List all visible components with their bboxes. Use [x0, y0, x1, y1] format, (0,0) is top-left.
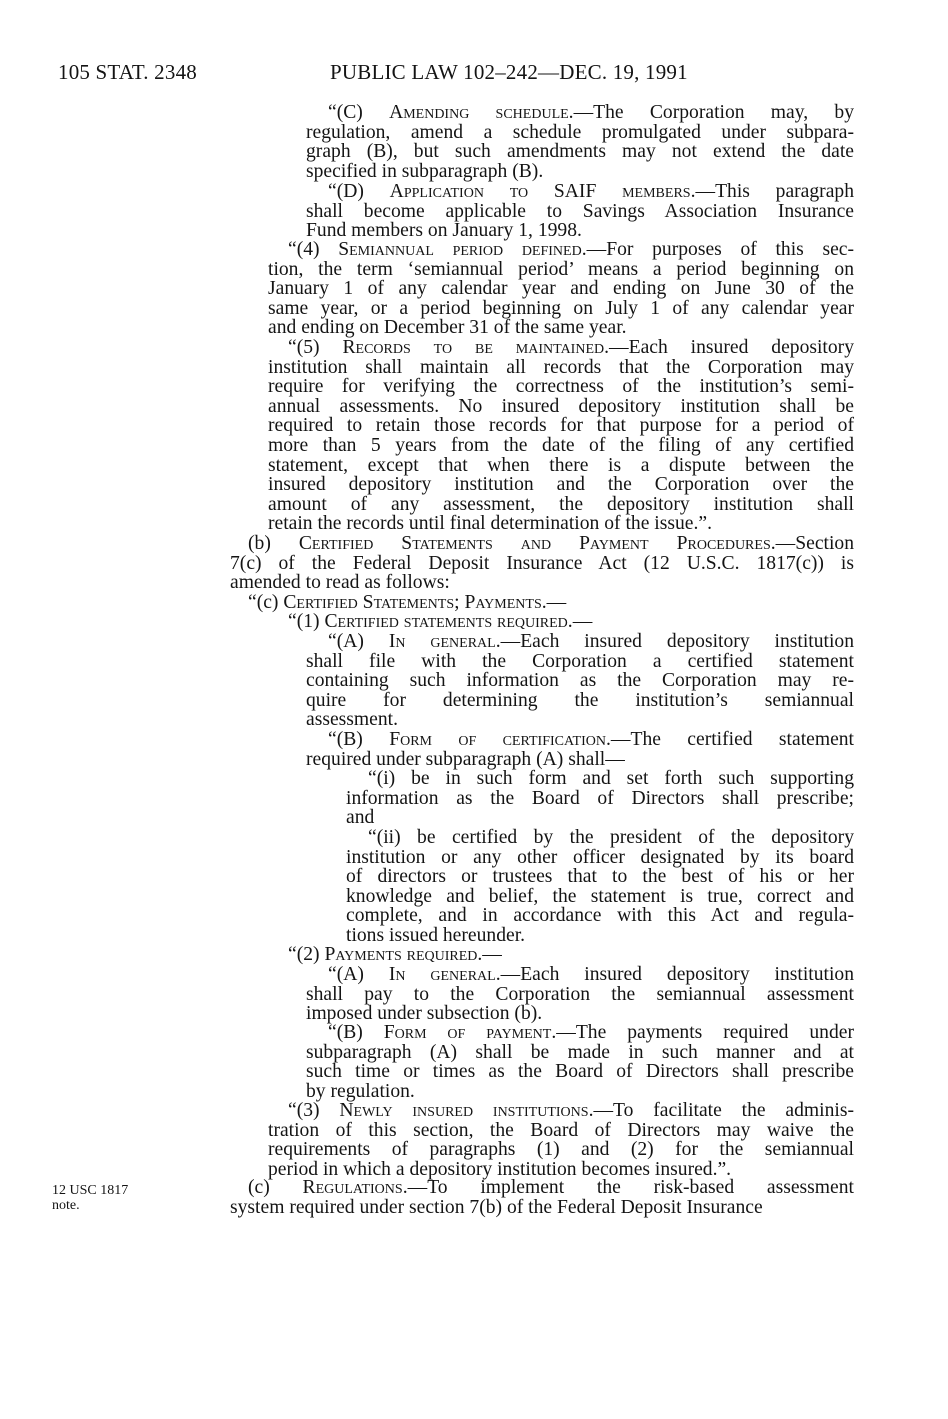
line-text: statement, except that when there is a dispute between the: [268, 454, 854, 476]
text-line: [268, 436, 854, 456]
line-text: requirements of paragraphs (1) and (2) for the semiannual: [268, 1139, 854, 1161]
line-text: annual assessments. No insured depository institution shall be: [268, 395, 854, 417]
line-text: amended to read as follows:: [230, 572, 450, 594]
line-text: imposed under subsection (b).: [306, 1003, 543, 1025]
line-text: complete, and in accordance with this Act and regula-: [346, 905, 854, 927]
text-line: [230, 534, 854, 554]
line-text: .—: [567, 611, 593, 632]
line-text: .—Each insured depository institution: [495, 964, 855, 985]
line-text: .—Each insured depository: [604, 337, 854, 358]
line-text: .—Each insured depository institution: [495, 631, 855, 652]
line-text: period in which a depository institution becomes insured.”.: [268, 1158, 732, 1180]
text-line: [268, 279, 854, 299]
line-text: subparagraph (A) shall be made in such manner and at: [306, 1041, 854, 1063]
text-line: [268, 1101, 854, 1121]
margin-citation-note: [52, 1183, 128, 1213]
paragraph-3-newly-insured: [268, 1101, 854, 1179]
text-line: [268, 318, 854, 338]
line-text: “(i) be in such form and set forth such supporting: [368, 768, 854, 789]
paragraph-1b-ii: [346, 828, 854, 946]
text-line: [306, 1023, 854, 1043]
paragraph-heading: Regulations: [302, 1177, 403, 1198]
paragraph-b-certified-statements: [230, 534, 854, 593]
text-line: [268, 260, 854, 280]
text-line: [346, 828, 854, 848]
text-line: [268, 495, 854, 515]
text-line: [346, 808, 854, 828]
line-text: .—The payments required under: [551, 1022, 854, 1043]
paragraph-heading: In general: [388, 964, 496, 985]
paragraph-1-certified-required: [268, 612, 854, 632]
text-line: [346, 769, 854, 789]
text-line: [268, 1121, 854, 1141]
line-text: graph (B), but such amendments may not extend the date: [306, 141, 854, 163]
paragraph-designator: “(4): [288, 239, 339, 260]
line-text: and: [346, 807, 375, 829]
line-text: .—: [477, 944, 502, 965]
line-text: Fund members on January 1, 1998.: [306, 220, 582, 242]
paragraph-c-certified-payments: [230, 593, 854, 613]
paragraph-2-payments-required: [268, 945, 854, 965]
public-law-title: PUBLIC LAW 102–242—DEC. 19, 1991: [330, 60, 688, 84]
text-line: [268, 299, 854, 319]
paragraph-2b-form-payment: [306, 1023, 854, 1101]
text-line: [306, 1004, 854, 1024]
line-text: institution shall maintain all records that the Corporation may: [268, 356, 854, 378]
text-line: [306, 162, 854, 182]
paragraph-d-application-saif: [306, 182, 854, 241]
text-line: [306, 1062, 854, 1082]
text-line: [268, 377, 854, 397]
line-text: required under subparagraph (A) shall—: [306, 748, 625, 770]
paragraph-designator: “(A): [328, 964, 389, 985]
line-text: .—The Corporation may, by: [568, 102, 854, 123]
paragraph-c-amending-schedule: [306, 103, 854, 181]
paragraph-c-regulations: [230, 1178, 854, 1217]
paragraph-designator: “(C): [328, 102, 390, 123]
text-line: [268, 1140, 854, 1160]
text-line: [346, 906, 854, 926]
paragraph-heading: Form of certification: [389, 729, 606, 750]
paragraph-heading: Semiannual period defined: [338, 239, 582, 260]
line-text: of directors or trustees that to the best of his or her: [346, 866, 854, 888]
paragraph-5-records: [268, 338, 854, 534]
line-text: .—Section: [770, 533, 854, 554]
paragraph-1b-form-certification: [306, 730, 854, 769]
text-line: [346, 789, 854, 809]
text-line: [306, 142, 854, 162]
line-text: retain the records until final determination of the issue.”.: [268, 513, 712, 535]
text-line: [268, 475, 854, 495]
line-text: institution or any other officer designated by its board: [346, 846, 854, 868]
text-line: [306, 671, 854, 691]
text-line: [306, 750, 854, 770]
text-line: [306, 1043, 854, 1063]
line-text: .—The certified statement: [605, 729, 855, 750]
text-line: [306, 1082, 854, 1102]
text-line: [268, 338, 854, 358]
line-text: required to retain those records for that purpose for a period of: [268, 415, 854, 437]
margin-citation: 12 USC 1817: [52, 1183, 129, 1198]
paragraph-heading: Certified Statements; Payments: [283, 592, 542, 613]
line-text: shall pay to the Corporation the semiannual assessment: [306, 983, 854, 1005]
margin-note-label: note.: [52, 1198, 80, 1213]
text-line: [306, 965, 854, 985]
text-line: [268, 240, 854, 260]
line-text: tion, the term ‘semiannual period’ means a period beginning on: [268, 258, 854, 280]
paragraph-heading: Amending schedule: [389, 102, 569, 123]
paragraph-designator: (c): [248, 1177, 303, 1198]
text-line: [230, 573, 854, 593]
paragraph-heading: Certified statements required: [324, 611, 568, 632]
paragraph-2a-in-general: [306, 965, 854, 1024]
paragraph-heading: Form of payment: [383, 1022, 552, 1043]
paragraph-heading: Certified Statements and Payment Procedures: [298, 533, 771, 554]
text-line: [306, 221, 854, 241]
paragraph-designator: “(A): [328, 631, 389, 652]
line-text: .—To implement the risk-based assessment: [402, 1177, 854, 1198]
text-line: [306, 182, 854, 202]
text-line: [346, 867, 854, 887]
line-text: January 1 of any calendar year and ending on June 30 of the: [268, 278, 854, 300]
line-text: containing such information as the Corporation may re-: [306, 670, 854, 692]
paragraph-designator: (b): [248, 533, 299, 554]
line-text: by regulation.: [306, 1080, 415, 1102]
text-line: [306, 691, 854, 711]
paragraph-designator: “(2): [288, 944, 325, 965]
text-line: [306, 202, 854, 222]
line-text: 7(c) of the Federal Deposit Insurance Act (12 U.S.C. 1817(c)) is: [230, 552, 854, 574]
paragraph-designator: “(1): [288, 611, 325, 632]
text-line: [268, 456, 854, 476]
text-line: [268, 416, 854, 436]
paragraph-designator: “(B): [328, 1022, 384, 1043]
line-text: quire for determining the institution’s semiannual: [306, 689, 854, 711]
line-text: regulation, amend a schedule promulgated under subpara-: [306, 121, 854, 143]
paragraph-heading: In general: [388, 631, 496, 652]
text-line: [306, 985, 854, 1005]
text-line: [230, 593, 854, 613]
line-text: .—For purposes of this sec-: [581, 239, 855, 260]
line-text: shall file with the Corporation a certified statement: [306, 650, 854, 672]
paragraph-designator: “(D): [328, 181, 390, 202]
paragraph-heading: Newly insured institutions: [339, 1100, 589, 1121]
text-line: [268, 397, 854, 417]
line-text: system required under section 7(b) of the Federal Deposit Insurance: [230, 1196, 763, 1218]
line-text: such time or times as the Board of Directors shall prescribe: [306, 1061, 854, 1083]
paragraph-heading: Application to SAIF members: [389, 181, 691, 202]
text-line: [306, 123, 854, 143]
text-line: [306, 710, 854, 730]
text-line: [346, 887, 854, 907]
paragraph-heading: Records to be maintained: [342, 337, 605, 358]
line-text: information as the Board of Directors shall prescribe;: [346, 787, 854, 809]
line-text: assessment.: [306, 709, 398, 731]
text-line: [306, 103, 854, 123]
paragraph-designator: “(5): [288, 337, 343, 358]
paragraph-1a-in-general: [306, 632, 854, 730]
page-stat-reference: 105 STAT. 2348: [58, 60, 197, 84]
text-line: [230, 1198, 854, 1218]
paragraph-designator: “(B): [328, 729, 390, 750]
text-line: [346, 926, 854, 946]
line-text: .—To facilitate the adminis-: [588, 1100, 854, 1121]
line-text: and ending on December 31 of the same year.: [268, 317, 627, 339]
text-line: [268, 612, 854, 632]
text-line: [346, 848, 854, 868]
line-text: amount of any assessment, the depository institution shall: [268, 493, 854, 515]
line-text: knowledge and belief, the statement is true, correct and: [346, 885, 854, 907]
text-line: [268, 358, 854, 378]
line-text: shall become applicable to Savings Association Insurance: [306, 200, 854, 222]
line-text: tration of this section, the Board of Directors may waive the: [268, 1119, 854, 1141]
text-line: [306, 632, 854, 652]
line-text: specified in subparagraph (B).: [306, 160, 544, 182]
paragraph-4-semiannual-period: [268, 240, 854, 338]
paragraph-heading: Payments required: [324, 944, 478, 965]
text-line: [268, 945, 854, 965]
text-line: [230, 554, 854, 574]
paragraph-designator: “(c): [248, 592, 284, 613]
line-text: more than 5 years from the date of the filing of any certified: [268, 434, 854, 456]
text-line: [230, 1178, 854, 1198]
paragraph-1b-i: [346, 769, 854, 828]
line-text: same year, or a period beginning on July 1 of any calendar year: [268, 297, 854, 319]
line-text: .—: [541, 592, 567, 613]
line-text: tions issued hereunder.: [346, 924, 526, 946]
line-text: require for verifying the correctness of the institution’s semi-: [268, 376, 854, 398]
line-text: “(ii) be certified by the president of the depository: [368, 827, 854, 848]
text-line: [306, 730, 854, 750]
text-line: [306, 652, 854, 672]
paragraph-designator: “(3): [288, 1100, 340, 1121]
text-line: [268, 514, 854, 534]
line-text: .—This paragraph: [690, 181, 854, 202]
line-text: insured depository institution and the Corporation over the: [268, 474, 854, 496]
